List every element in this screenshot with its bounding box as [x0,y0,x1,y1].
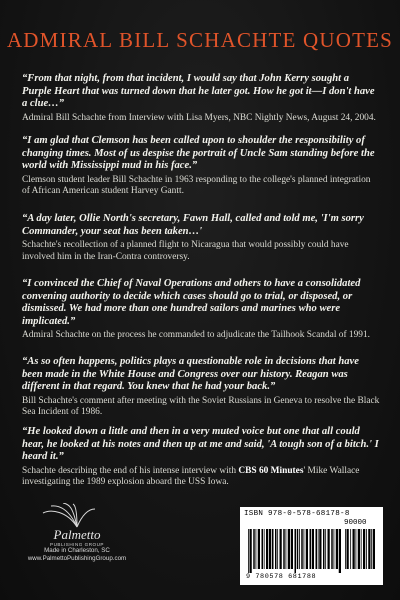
barcode-stripe [301,529,303,569]
barcode-stripe [325,529,326,569]
barcode-stripe [291,529,293,569]
quote-block [22,278,380,342]
barcode-stripe [280,529,282,569]
barcode-addon-bars [345,529,377,573]
barcode-stripe [350,529,351,569]
isbn-barcode [240,507,383,585]
quote-block [22,213,380,263]
barcode-bars [248,529,342,573]
barcode-stripe [304,529,305,569]
logo-wordmark: Palmetto [53,527,101,542]
quote-text: “As so often happens, politics plays a questionable role in decisions that have been made in the White House and Congress over our history. Reagan was different in that regard. You knew that he had your back.” [22,356,359,393]
logo-subtext: PUBLISHING GROUP [50,542,104,547]
barcode-stripe [250,529,252,573]
quote-attribution [22,466,380,489]
quote-attribution: Schachte's recollection of a planned flight to Nicaragua that would possibly could have involved him in the Iran-Contra controversy. [22,240,349,262]
barcode-stripe [371,529,372,569]
barcode-stripe [299,529,300,569]
barcode-stripe [319,529,321,569]
quote-block [22,356,380,419]
barcode-stripe [368,529,370,569]
barcode-stripe [248,529,249,573]
barcode-stripe [262,529,264,569]
barcode-stripe [277,529,278,569]
barcode-stripe [256,529,257,569]
attribution-text: ' Mike Wallace investigating the 1989 explosion aboard the USS Iowa. [22,465,360,488]
quote-attribution: Admiral Schachte on the process he commanded to adjudicate the Tailhook Scandal of 1991. [22,330,371,341]
cover-title: ADMIRAL BILL SCHACHTE QUOTES [6,28,394,53]
barcode-stripe [347,529,349,569]
quote-text: “From that night, from that incident, I would say that John Kerry sought a Purple Heart that was turned down that he later got. How he got it—I don't have a clue…” [22,73,375,110]
barcode-stripe [286,529,287,569]
barcode-stripe [264,529,265,569]
barcode-stripe [358,529,360,569]
barcode-stripe [288,529,290,569]
barcode-stripe [331,529,333,569]
publisher-location: Made in Charleston, SC [44,547,110,554]
barcode-stripe [366,529,367,569]
quote-text: “A day later, Ollie North's secretary, Fawn Hall, called and told me, 'I'm sorry Commander, your seat has been taken…' [22,213,364,237]
quote-text: “He looked down a little and then in a very muted voice but one that all could hear, he looked at his notes and then up at me and said, 'A tough son of a bitch.' I heard it.” [22,426,379,463]
quote-text: “I am glad that Clemson has been called upon to shoulder the responsibility of changing times. Most of us despise the portrait of Uncle Sam standing before the world with Mississippi mud in his face.” [22,135,375,172]
barcode-stripe [318,529,319,569]
barcode-stripe [272,529,274,569]
barcode-stripe [363,529,365,569]
barcode-stripe [334,529,335,569]
isbn-label: ISBN 978-0-578-68178-8 [244,510,350,518]
barcode-stripe [253,529,255,569]
barcode-stripe [283,529,285,569]
barcode-stripe [269,529,271,569]
quote-attribution: Admiral Bill Schachte from Interview with Lisa Myers, NBC Nightly News, August 24, 2004. [22,112,376,123]
barcode-stripe [316,529,318,569]
publisher-website: www.PalmettoPublishingGroup.com [27,555,127,562]
quote-attribution: Clemson student leader Bill Schachte in 1963 responding to the college's planned integration of African American student Harvey Gantt. [22,174,371,197]
barcode-number: 9 780578 681788 [246,573,317,581]
barcode-stripe [310,529,312,569]
quote-block [22,73,380,124]
barcode-stripe [266,529,268,569]
barcode-stripe [339,529,341,573]
quote-block [22,135,380,198]
attribution-text: Schachte describing the end of his intense interview with [22,465,239,476]
barcode-stripe [361,529,362,569]
barcode-stripe [336,529,338,569]
barcode-stripe [312,529,314,569]
barcode-stripe [297,529,299,569]
palmetto-logo-icon [37,503,117,547]
attribution-show-name: CBS 60 Minutes [238,465,304,476]
barcode-stripe [275,529,277,569]
barcode-stripe [356,529,357,569]
barcode-stripe [353,529,355,569]
publisher-block [22,503,132,563]
barcode-stripe [295,529,297,573]
barcode-stripe [373,529,375,569]
barcode-stripe [258,529,260,569]
barcode-stripe [306,529,308,569]
barcode-stripe [323,529,325,569]
barcode-stripe [345,529,346,569]
quote-text: “I convinced the Chief of Naval Operations and others to have a consolidated convening authority to decide which cases should go to trial, or disposed, or dismissed. We had more than one hundred sailors and marines who were implicated.” [22,278,361,327]
price-code: 90000 [344,519,367,527]
quote-attribution: Bill Schachte's comment after meeting with the Soviet Russians in Geneva to resolve the Black Sea Incident of 1986. [22,395,380,418]
quote-block [22,426,380,489]
barcode-stripe [328,529,330,569]
